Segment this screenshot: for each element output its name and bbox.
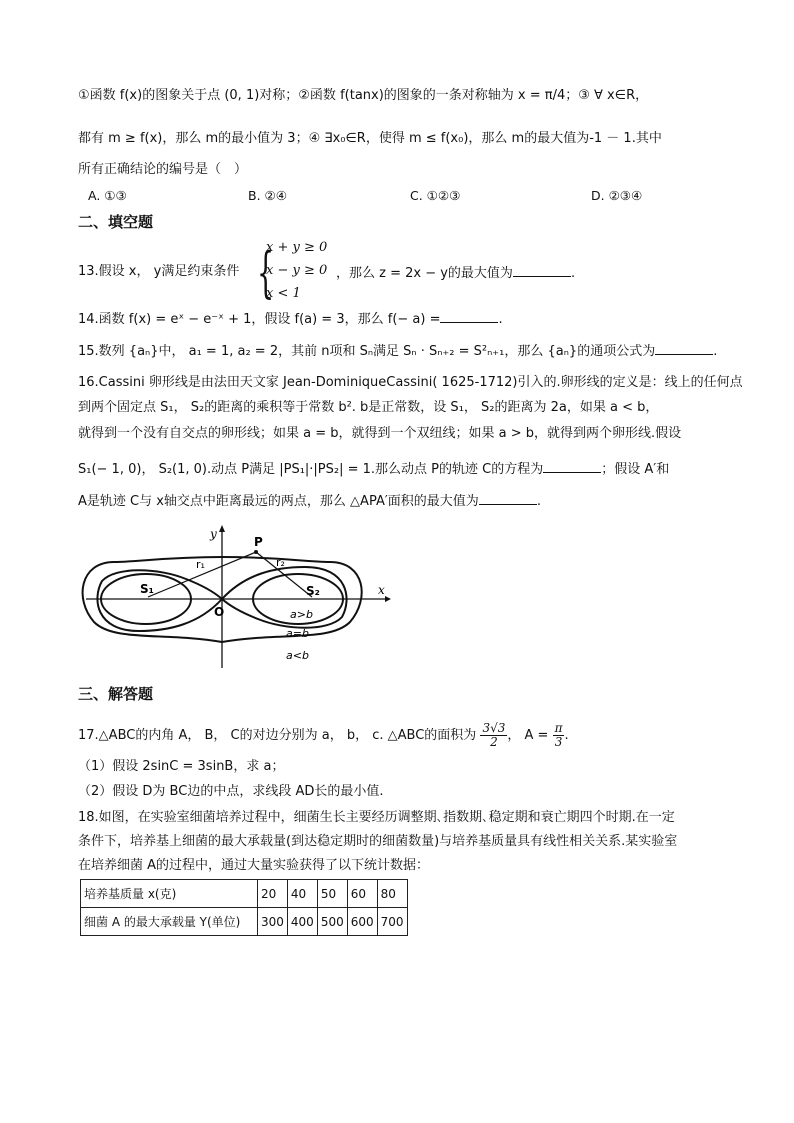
label-y: y — [210, 527, 217, 541]
q13-answer-blank — [513, 262, 571, 277]
q12-line3: 所有正确结论的编号是（ ） — [78, 162, 248, 177]
cassini-oval-figure — [80, 522, 400, 672]
table-cell: 80 — [377, 880, 407, 908]
q16-line5-text: A是轨迹 C与 x轴交点中距离最远的两点，那么 △APA′面积的最大值为 — [78, 494, 479, 509]
label-s2: S₂ — [306, 584, 320, 598]
q16-answer-blank-2 — [479, 490, 537, 505]
label-o: O — [214, 605, 225, 619]
q17-angle-text: ， A = — [507, 728, 549, 743]
q16-line5-end: . — [536, 494, 541, 509]
q13-constraint-1: x + y ≥ 0 — [266, 240, 328, 255]
q17-part2: （2）假设 D为 BC边的中点，求线段 AD长的最小值. — [78, 784, 384, 799]
table-cell: 40 — [287, 880, 317, 908]
q17-text: 17.△ABC的内角 A， B， C的对边分别为 a， b， c. △ABC的面积为 — [78, 728, 477, 743]
q14-text: 14.函数 f(x) = eˣ − e⁻ˣ + 1，假设 f(a) = 3，那么 f(− a) = — [78, 312, 441, 327]
label-a-eq-b: a=b — [286, 627, 309, 640]
table-cell: 600 — [347, 908, 377, 936]
table-cell: 培养基质量 x(克) — [81, 880, 258, 908]
label-a-gt-b: a>b — [290, 608, 313, 621]
q13-suffix — [336, 262, 575, 284]
y-axis-arrow — [219, 525, 225, 532]
q13-suffix-text: ，那么 z = 2x − y的最大值为 — [336, 266, 513, 281]
point-p — [254, 550, 258, 554]
q17-angle-numerator: π — [554, 721, 563, 735]
table-cell: 700 — [377, 908, 407, 936]
q18-data-table — [80, 879, 408, 936]
q16-line1: 16.Cassini 卵形线是由法田天文家 Jean-DominiqueCassini( 1625-1712)引入的.卵形线的定义是：线上的任何点 — [78, 375, 743, 390]
q17-line1 — [78, 721, 569, 751]
label-r2: r₂ — [276, 556, 285, 569]
x-axis-arrow — [385, 596, 391, 602]
q16-line4-tail: ；假设 A′和 — [601, 462, 670, 477]
q13-end: . — [570, 266, 576, 281]
q13-constraint-3: x < 1 — [266, 286, 301, 301]
q16-answer-blank-1 — [543, 458, 601, 473]
q16-line2: 到两个固定点 S₁， S₂的距离的乘积等于常数 b². b是正常数，设 S₁， S₂的距离为 2a，如果 a < b， — [78, 400, 659, 415]
label-a-lt-b: a<b — [286, 649, 309, 662]
q16-line3: 就得到一个没有自交点的卵形线；如果 a = b，就得到一个双纽线；如果 a > b，就得到两个卵形线.假设 — [78, 426, 682, 441]
q18-line1: 18.如图，在实验室细菌培养过程中，细菌生长主要经历调整期､指数期､稳定期和衰亡期四个时期.在一定 — [78, 810, 675, 825]
label-x: x — [378, 583, 385, 597]
q14-end: . — [498, 312, 503, 327]
section-title-solutions: 三、解答题 — [78, 685, 154, 703]
q12-option-b: B. ②④ — [248, 188, 287, 203]
q17-angle-denominator: 3 — [554, 735, 563, 749]
q16-line5 — [78, 490, 541, 512]
q14-answer-blank — [440, 308, 498, 323]
section-title-fill-in: 二、填空题 — [78, 213, 154, 231]
q12-option-d: D. ②③④ — [591, 188, 643, 203]
left-brace: { — [257, 241, 275, 304]
q13-constraint-2: x − y ≥ 0 — [266, 263, 328, 278]
q17-end: . — [564, 728, 569, 743]
q18-line2: 条件下，培养基上细菌的最大承载量(到达稳定期时的细菌数量)与培养基质量具有线性相关关系.某实验室 — [78, 834, 678, 849]
q12-option-c: C. ①②③ — [410, 188, 461, 203]
label-r1: r₁ — [196, 558, 205, 571]
table-cell: 60 — [347, 880, 377, 908]
table-cell: 500 — [317, 908, 347, 936]
table-row — [81, 880, 408, 908]
table-row — [81, 908, 408, 936]
q15-end: . — [713, 344, 718, 359]
q16-line4-text: S₁(− 1, 0)， S₂(1, 0).动点 P满足 |PS₁|·|PS₂| = 1.那么动点 P的轨迹 C的方程为 — [78, 462, 544, 477]
q12-option-a: A. ①③ — [88, 188, 127, 203]
table-cell: 50 — [317, 880, 347, 908]
q12-line1: ①函数 f(x)的图象关于点 (0, 1)对称；②函数 f(tanx)的图象的一条对称轴为 x = π/4；③ ∀ x∈R， — [78, 88, 649, 103]
label-s1: S₁ — [140, 582, 154, 596]
q13-prefix: 13.假设 x， y满足约束条件 — [78, 264, 240, 279]
q16-line4 — [78, 458, 669, 480]
q17-area-denominator: 2 — [490, 735, 498, 749]
q17-angle-fraction — [553, 722, 565, 749]
q15-text: 15.数列 {aₙ}中， a₁ = 1, a₂ = 2，其前 n项和 Sₙ满足 Sₙ · Sₙ₊₂ = S²ₙ₊₁，那么 {aₙ}的通项公式为 — [78, 344, 656, 359]
q17-part1: （1）假设 2sinC = 3sinB，求 a； — [78, 759, 285, 774]
table-cell: 20 — [258, 880, 288, 908]
table-cell: 400 — [287, 908, 317, 936]
q18-line3: 在培养细菌 A的过程中，通过大量实验获得了以下统计数据： — [78, 858, 430, 873]
q14-line — [78, 308, 503, 330]
q15-answer-blank — [655, 340, 713, 355]
q17-area-numerator: 3√3 — [482, 721, 506, 735]
q12-line2: 都有 m ≥ f(x)，那么 m的最小值为 3；④ ∃x₀∈R，使得 m ≤ f(x₀)，那么 m的最大值为-1 － 1.其中 — [78, 131, 662, 146]
q17-area-fraction — [480, 722, 507, 749]
table-cell: 细菌 A 的最大承载量 Y(单位) — [81, 908, 258, 936]
table-cell: 300 — [258, 908, 288, 936]
label-p: P — [254, 535, 263, 549]
q15-line — [78, 340, 717, 362]
